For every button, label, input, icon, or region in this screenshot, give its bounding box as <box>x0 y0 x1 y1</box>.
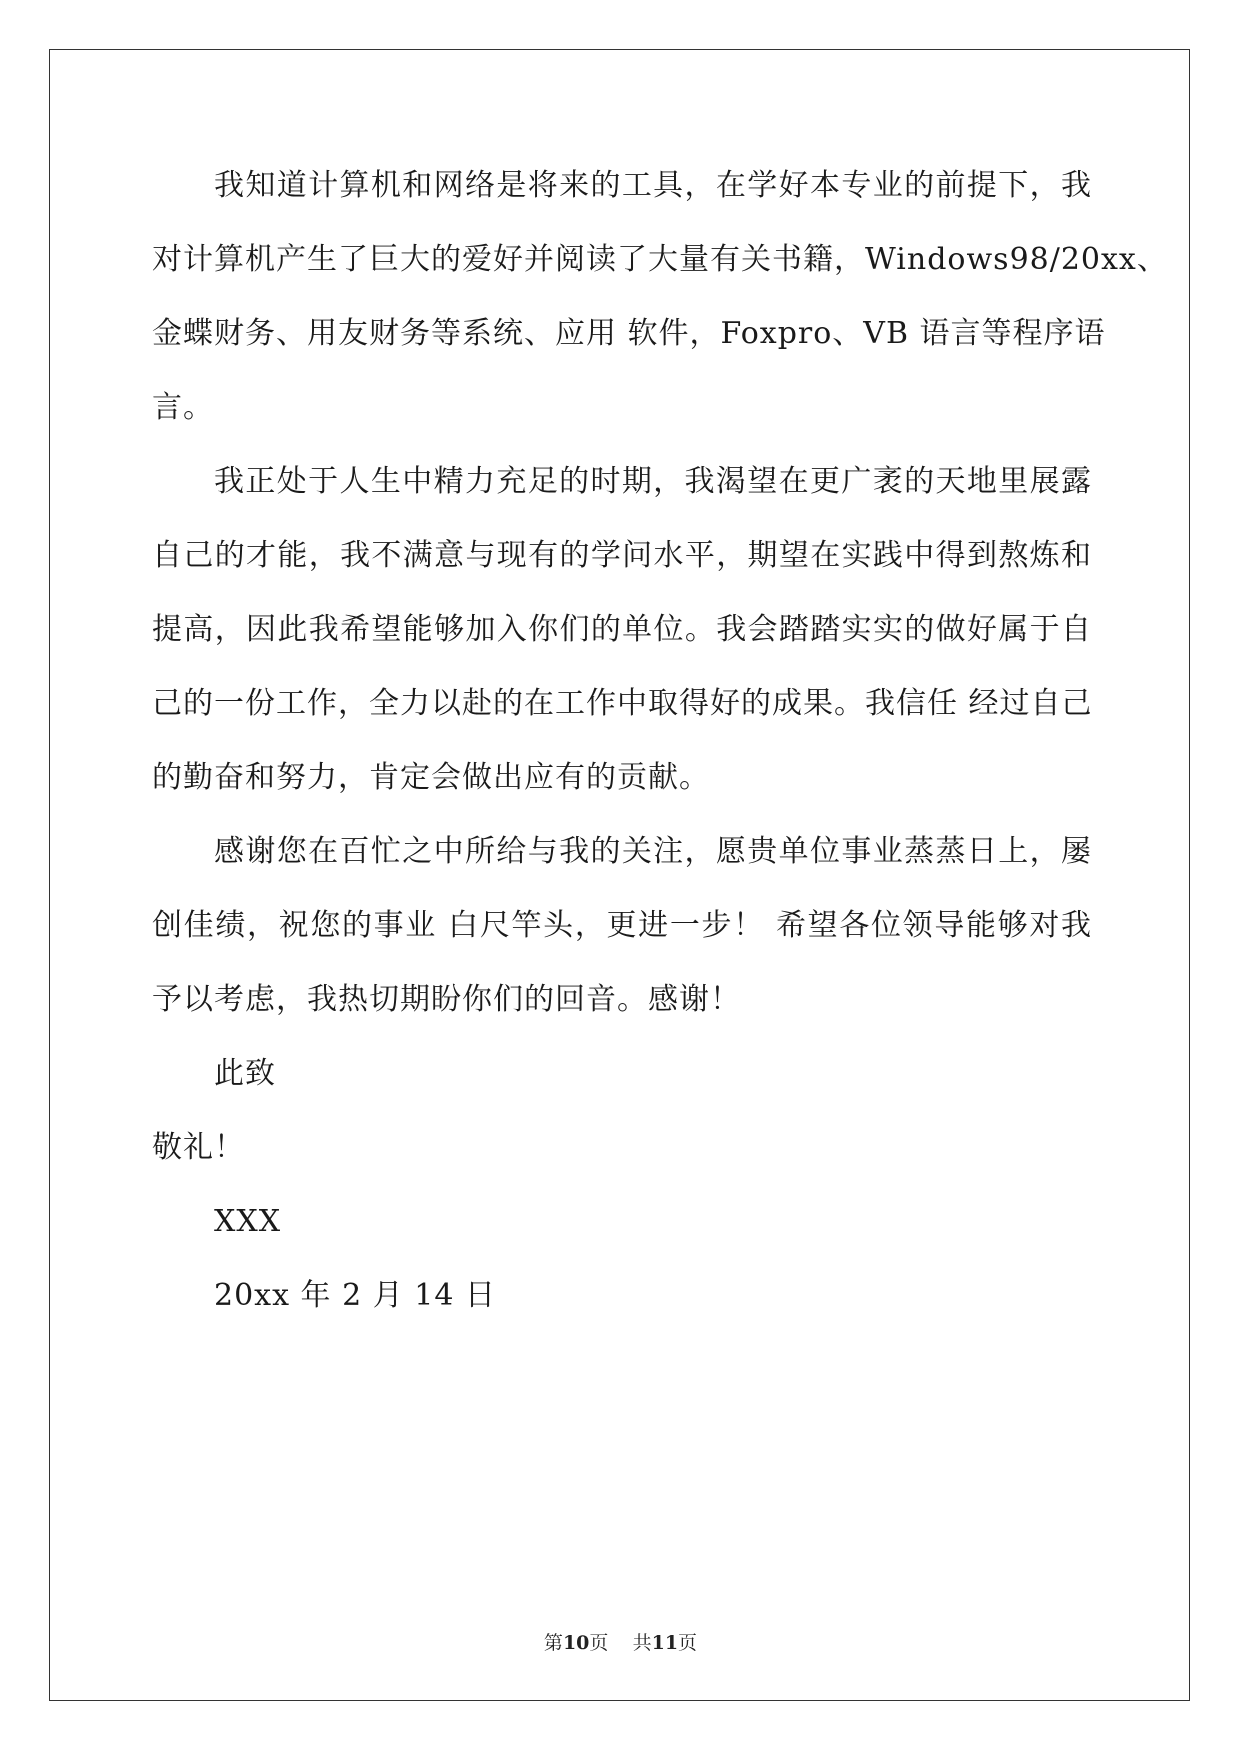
paragraph-1-line-4: 言。 <box>152 390 214 425</box>
page-frame <box>49 49 1190 1701</box>
page-number: 10 <box>562 1632 590 1654</box>
paragraph-1-line-3: 金蝶财务、用友财务等系统、应用 软件，Foxpro、VB 语言等程序语 <box>152 316 1106 351</box>
total-prefix: 共 <box>632 1632 652 1654</box>
signature-name: XXX <box>214 1204 282 1239</box>
paragraph-3-line-3: 予以考虑，我热切期盼你们的回音。感谢！ <box>152 982 741 1017</box>
paragraph-2-line-1: 我正处于人生中精力充足的时期，我渴望在更广袤的天地里展露 <box>214 464 1092 499</box>
paragraph-2-line-3: 提高，因此我希望能够加入你们的单位。我会踏踏实实的做好属于自 <box>152 612 1092 647</box>
page-footer <box>0 1631 1241 1655</box>
paragraph-2-line-5: 的勤奋和努力，肯定会做出应有的贡献。 <box>152 760 710 795</box>
closing-salutation: 此致 <box>214 1056 276 1091</box>
paragraph-2-line-4: 己的一份工作，全力以赴的在工作中取得好的成果。我信任 经过自己 <box>152 686 1093 721</box>
closing-regards: 敬礼！ <box>152 1130 245 1165</box>
total-suffix: 页 <box>678 1632 698 1654</box>
paragraph-2-line-2: 自己的才能，我不满意与现有的学问水平，期望在实践中得到熬炼和 <box>152 538 1092 573</box>
paragraph-1-line-1: 我知道计算机和网络是将来的工具，在学好本专业的前提下，我 <box>214 168 1092 203</box>
total-pages: 11 <box>651 1632 679 1654</box>
signature-date: 20xx 年 2 月 14 日 <box>214 1278 496 1313</box>
paragraph-1-line-2: 对计算机产生了巨大的爱好并阅读了大量有关书籍，Windows98/20xx、 <box>152 242 1168 277</box>
page-prefix: 第 <box>543 1632 563 1654</box>
page-suffix: 页 <box>589 1632 609 1654</box>
paragraph-3-line-2: 创佳绩，祝您的事业 白尺竿头，更进一步！ 希望各位领导能够对我 <box>152 908 1092 943</box>
paragraph-3-line-1: 感谢您在百忙之中所给与我的关注，愿贵单位事业蒸蒸日上，屡 <box>214 834 1092 869</box>
